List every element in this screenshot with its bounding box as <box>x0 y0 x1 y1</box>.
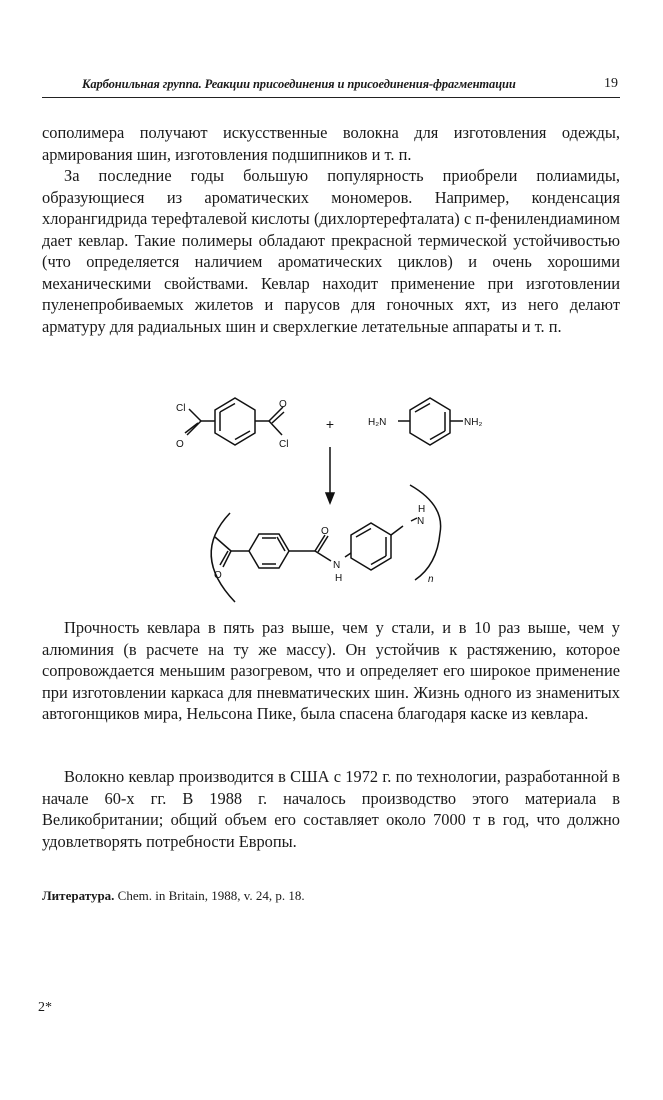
running-header <box>42 75 620 98</box>
label-cl-top: Cl <box>176 403 186 414</box>
label-cl-bottom: Cl <box>279 439 289 450</box>
label-o-bottom: O <box>176 439 184 450</box>
paragraph-4: Волокно кевлар производится в США с 1972 г. по технологии, разработанной в начале 60-х гг. В 1988 г. началось производство этого материала в Великобритании; общий объем его составляет около 7000 т в год, что должно удовлетворять потребности Европы. <box>42 767 620 851</box>
bracket-right <box>410 485 441 580</box>
paragraph-2: За последние годы большую популярность приобрели полиамиды, образующиеся из ароматических мономеров. Например, конденсация хлорангидрида терефталевой кислоты (дихлортерефталата) с п-фенилендиамином дает кевлар. Такие полимеры обладают прекрасной термической устойчивостью (что определяется наличием ароматических циклов) и очень хорошими механическими свойствами. Кевлар находит применение при изготовлении пуленепробиваемых жилетов и парусов для гоночных яхт, из него делают арматуру для радиальных шин и сверхлегкие летательные аппараты и т. п. <box>42 166 620 336</box>
label-o-carbonyl: O <box>214 570 222 581</box>
label-h2n: H₂N <box>368 417 387 428</box>
kevlar-reaction-scheme <box>165 385 485 610</box>
label-n-amide: N <box>333 560 341 571</box>
label-subscript-n: n <box>428 574 434 585</box>
label-h-amide: H <box>335 573 343 584</box>
literature-reference <box>42 888 305 904</box>
header-title: Карбонильная группа. Реакции присоединения и присоединения-фрагментации <box>82 77 516 91</box>
plus-sign: + <box>325 416 335 432</box>
label-o-top: O <box>279 399 287 410</box>
label-h-top: H <box>418 504 426 515</box>
benzene-ring-product2 <box>351 523 391 570</box>
bracket-left <box>211 513 235 602</box>
literature-label: Литература. <box>42 888 115 903</box>
benzene-ring-reactant2 <box>410 398 450 445</box>
literature-text: Chem. in Britain, 1988, v. 24, p. 18. <box>117 888 305 903</box>
benzene-ring-product1 <box>249 534 289 568</box>
paragraph-3: Прочность кевлара в пять раз выше, чем у стали, и в 10 раз выше, чем у алюминия (в расчете на ту же массу). Он устойчив к растяжению, которое сопровождается меньшим разогревом, что и определяет его широкое применение при изготовлении каркаса для пневматических шин. Жизнь одного из знаменитых автогонщиков мира, Нельсона Пике, была спасена благодаря каске из кевлара. <box>42 618 620 723</box>
label-nh2: NH₂ <box>464 417 483 428</box>
label-o-amide: O <box>321 526 329 537</box>
page-number: 19 <box>604 76 618 91</box>
label-n-top: N <box>417 516 425 527</box>
benzene-ring-reactant1 <box>215 398 255 445</box>
signature-mark: 2* <box>38 1000 52 1015</box>
paragraph-1: сополимера получают искусственные волокна для изготовления одежды, армирования шин, изготовления подшипников и т. п. <box>42 123 620 164</box>
